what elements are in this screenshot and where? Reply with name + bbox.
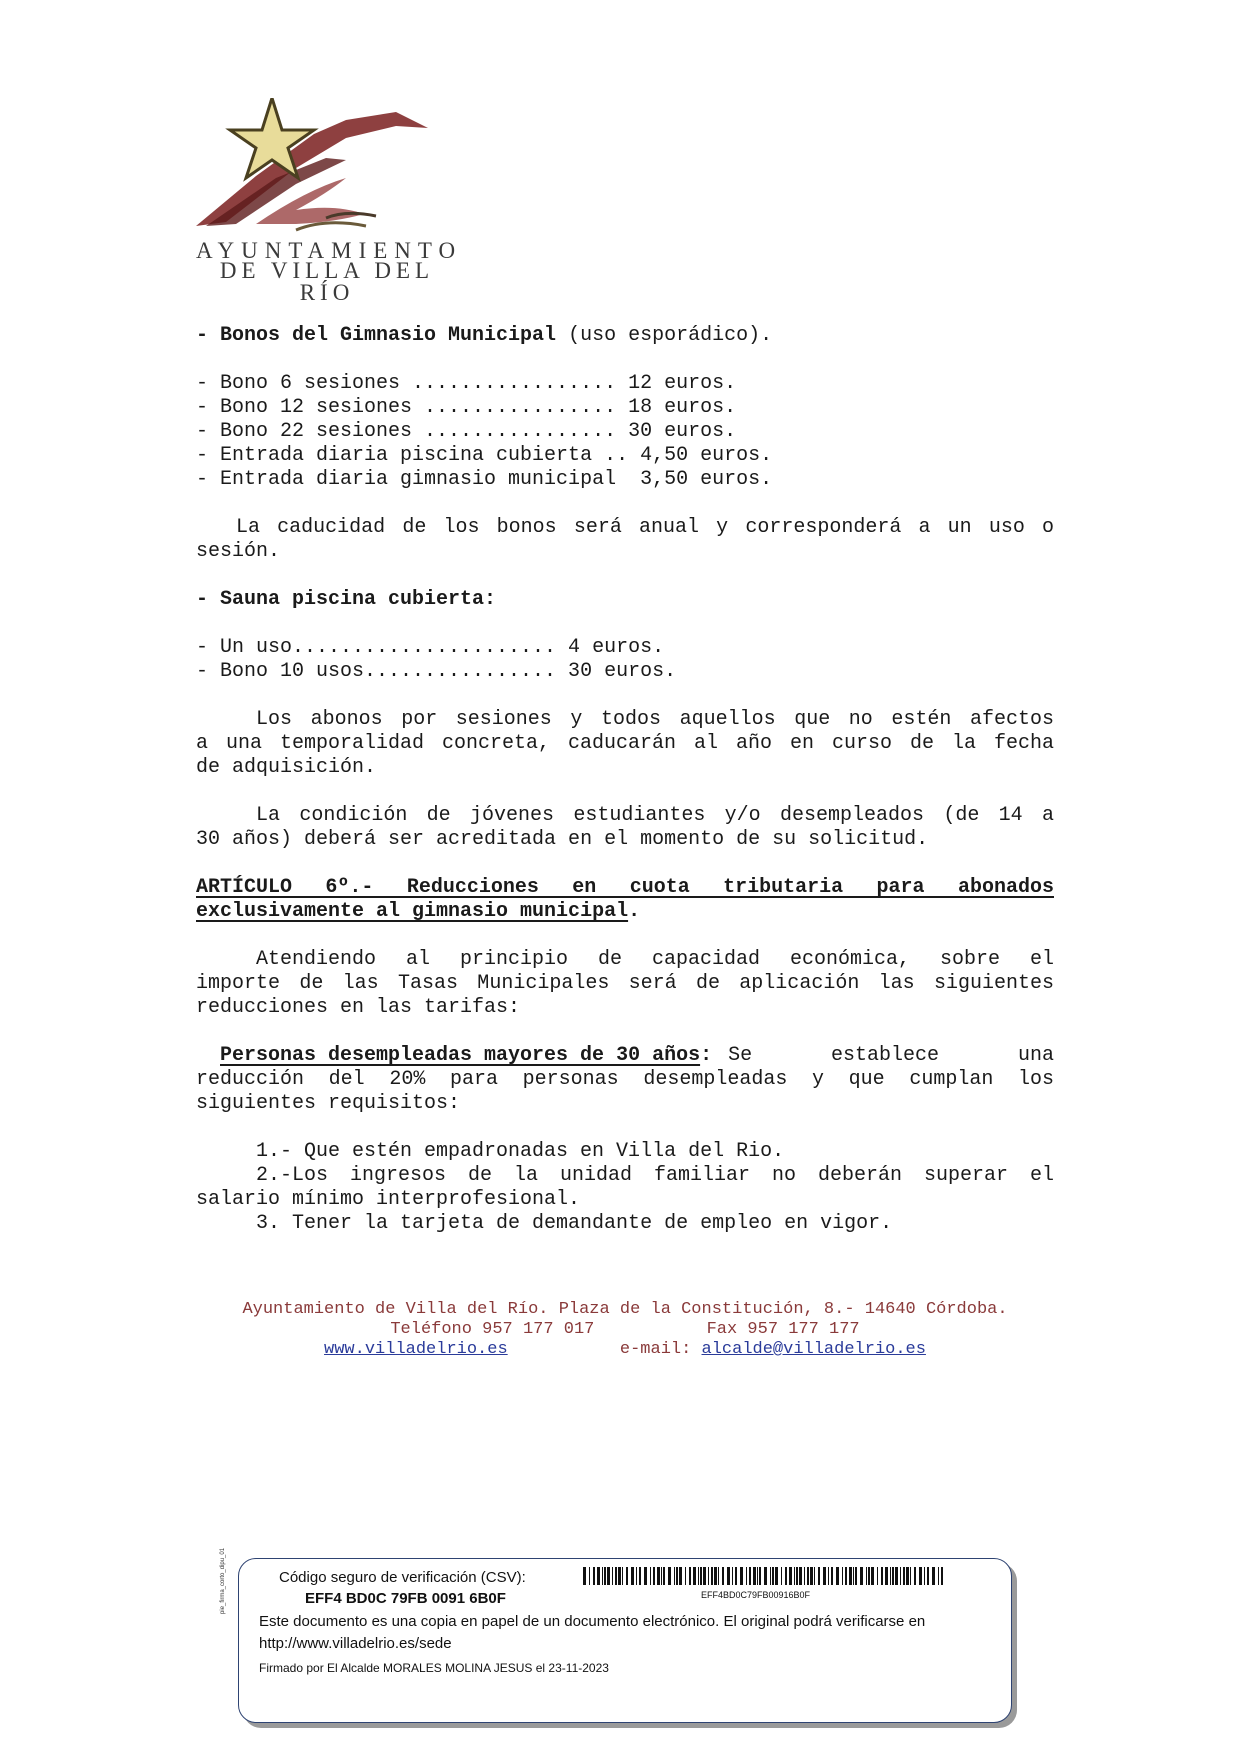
- barcode-bar: [639, 1567, 641, 1585]
- barcode-bar: [860, 1567, 863, 1585]
- personas-heading: [220, 1044, 712, 1068]
- barcode-bar: [836, 1567, 839, 1585]
- barcode-bar: [597, 1567, 600, 1585]
- barcode-bar: [903, 1567, 905, 1585]
- barcode-bar: [781, 1567, 782, 1585]
- bonos-item: - Bono 22 sesiones ................ 30 euros.: [196, 420, 737, 443]
- barcode-bar: [772, 1567, 774, 1585]
- caducidad-paragraph-line-2: sesión.: [196, 540, 281, 563]
- logo-emblem: [196, 98, 458, 238]
- barcode-bar: [753, 1567, 756, 1585]
- barcode-bar: [789, 1567, 792, 1585]
- barcode-bar: [900, 1567, 901, 1585]
- barcode-bar: [589, 1567, 590, 1585]
- bonos-heading-bold: - Bonos del Gimnasio Municipal: [196, 324, 557, 347]
- barcode-bar: [698, 1567, 699, 1585]
- personas-heading-rest: Se establece una: [728, 1044, 1054, 1067]
- barcode-bar: [914, 1567, 916, 1585]
- personas-paragraph-line-2: reducción del 20% para personas desempleadas y que cumplan los: [196, 1068, 1054, 1091]
- barcode-bar: [807, 1567, 809, 1585]
- csv-signature: Firmado por El Alcalde MORALES MOLINA JESUS el 23-11-2023: [259, 1661, 609, 1675]
- barcode-bar: [759, 1567, 761, 1585]
- barcode-bar: [583, 1567, 586, 1585]
- logo-line-1: AYUNTAMIENTO: [196, 238, 463, 263]
- footer-contact-line: [196, 1319, 1054, 1340]
- barcode-bar: [703, 1567, 706, 1585]
- barcode-bar: [714, 1567, 717, 1585]
- barcode-bar: [708, 1567, 709, 1585]
- barcode-bar: [727, 1567, 730, 1585]
- barcode-bar: [650, 1567, 651, 1585]
- abonos-paragraph-line-1: Los abonos por sesiones y todos aquellos que no estén afectos: [256, 708, 1054, 731]
- barcode-bar: [674, 1567, 675, 1585]
- barcode-bar: [831, 1567, 833, 1585]
- sauna-heading: - Sauna piscina cubierta:: [196, 588, 497, 611]
- barcode-bar: [794, 1567, 795, 1585]
- barcode-bar: [676, 1567, 678, 1585]
- barcode-bar: [612, 1567, 613, 1585]
- csv-verification-box: [238, 1558, 1012, 1723]
- abonos-paragraph-line-3: de adquisición.: [196, 756, 377, 779]
- barcode-bar: [653, 1567, 655, 1585]
- footer-web-line: [196, 1339, 1054, 1360]
- barcode-text: EFF4BD0C79FB00916B0F: [701, 1590, 811, 1600]
- footer-address: Ayuntamiento de Villa del Río. Plaza de la Constitución, 8.- 14640 Córdoba.: [242, 1300, 1008, 1319]
- barcode-bar: [855, 1567, 857, 1585]
- atendiendo-paragraph-line-3: reducciones en las tarifas:: [196, 996, 521, 1019]
- csv-label: Código seguro de verificación (CSV):: [279, 1569, 526, 1586]
- bonos-item: - Bono 6 sesiones ................. 12 euros.: [196, 372, 737, 395]
- barcode-bar: [906, 1567, 909, 1585]
- barcode-bar: [924, 1567, 925, 1585]
- barcode-bar: [810, 1567, 813, 1585]
- logo-line-2: DE VILLA DEL RÍO: [219, 258, 435, 305]
- barcode-bar: [718, 1567, 719, 1585]
- barcode-bar: [711, 1567, 713, 1585]
- barcode-bar: [618, 1567, 621, 1585]
- barcode-bar: [910, 1567, 911, 1585]
- atendiendo-paragraph-line-2: importe de las Tasas Municipales será de aplicación las siguientes: [196, 972, 1054, 995]
- barcode-bar: [932, 1567, 935, 1585]
- personas-paragraph-line-1: [220, 1044, 1054, 1068]
- barcode-bar: [626, 1567, 628, 1585]
- side-reference-code: pie_firma_corto_dipu_01: [220, 1547, 226, 1614]
- footer-phone: Teléfono 957 177 017: [390, 1320, 595, 1339]
- municipal-logo: [196, 98, 463, 305]
- article-6-title-line-2: [196, 900, 1054, 924]
- csv-notice-url: http://www.villadelrio.es/sede: [259, 1635, 452, 1652]
- barcode-bar: [868, 1567, 870, 1585]
- barcode-bar: [775, 1567, 778, 1585]
- barcode-bar: [877, 1567, 878, 1585]
- barcode-bar: [927, 1567, 929, 1585]
- barcode-bar: [938, 1567, 939, 1585]
- barcode-bar: [735, 1567, 737, 1585]
- barcode-bar: [615, 1567, 617, 1585]
- requirement-2-line-2: salario mínimo interprofesional.: [196, 1188, 581, 1211]
- barcode-bar: [849, 1567, 852, 1585]
- barcode-bar: [602, 1567, 603, 1585]
- barcode-bar: [885, 1567, 888, 1585]
- personas-heading-colon: :: [700, 1044, 713, 1067]
- requirement-2-line-1: 2.-Los ingresos de la unidad familiar no deberán superar el: [256, 1164, 1054, 1187]
- barcode-bar: [644, 1567, 647, 1585]
- barcode-bar: [689, 1567, 691, 1585]
- barcode-bar: [607, 1567, 610, 1585]
- barcode-bar: [842, 1567, 843, 1585]
- barcode-bar: [866, 1567, 867, 1585]
- requirement-1: 1.- Que estén empadronadas en Villa del Rio.: [256, 1140, 785, 1163]
- barcode-bar: [799, 1567, 802, 1585]
- personas-paragraph-line-3: siguientes requisitos:: [196, 1092, 461, 1115]
- barcode-bar: [871, 1567, 874, 1585]
- barcode-bar: [679, 1567, 682, 1585]
- bonos-item: - Entrada diaria piscina cubierta .. 4,50 euros.: [196, 444, 773, 467]
- barcode-bar: [663, 1567, 665, 1585]
- barcode-bar: [890, 1567, 891, 1585]
- barcode-bar: [685, 1567, 686, 1585]
- footer-fax: Fax 957 177 177: [706, 1320, 860, 1339]
- personas-heading-text: Personas desempleadas mayores de 30 años: [220, 1044, 701, 1067]
- article-6-title-underlined: exclusivamente al gimnasio municipal: [196, 900, 629, 923]
- article-6-title-line-1: ARTÍCULO 6º.- Reducciones en cuota tributaria para abonados: [196, 876, 1054, 899]
- bonos-item: - Entrada diaria gimnasio municipal 3,50 euros.: [196, 468, 773, 491]
- barcode-bar: [785, 1567, 787, 1585]
- barcode-bar: [749, 1567, 751, 1585]
- barcode-bar: [693, 1567, 696, 1585]
- barcode-bar: [622, 1567, 623, 1585]
- barcode-bar: [657, 1567, 660, 1585]
- barcode-bar: [818, 1567, 820, 1585]
- barcode-bar: [881, 1567, 883, 1585]
- barcode-bar: [740, 1567, 743, 1585]
- csv-notice-line-1: Este documento es una copia en papel de un documento electrónico. El original podrá verificarse en: [259, 1613, 926, 1630]
- barcode-bar: [636, 1567, 637, 1585]
- requirement-3: 3. Tener la tarjeta de demandante de empleo en vigor.: [256, 1212, 893, 1235]
- article-6-title-dot: .: [628, 900, 641, 923]
- barcode-bar: [722, 1567, 724, 1585]
- barcode-bar: [796, 1567, 798, 1585]
- barcode-bar: [700, 1567, 702, 1585]
- barcode-bar: [746, 1567, 747, 1585]
- bonos-item: - Bono 12 sesiones ................ 18 euros.: [196, 396, 737, 419]
- barcode-bar: [845, 1567, 847, 1585]
- sauna-item: - Un uso...................... 4 euros.: [196, 636, 665, 659]
- bonos-heading: [196, 324, 1054, 348]
- barcode-bar: [770, 1567, 771, 1585]
- barcode-bar: [764, 1567, 767, 1585]
- barcode-bar: [732, 1567, 733, 1585]
- jovenes-paragraph-line-2: 30 años) deberá ser acreditada en el momento de su solicitud.: [196, 828, 929, 851]
- barcode-bar: [823, 1567, 826, 1585]
- jovenes-paragraph-line-1: La condición de jóvenes estudiantes y/o desempleados (de 14 a: [256, 804, 1054, 827]
- barcode-bar: [668, 1567, 671, 1585]
- barcode-bar: [661, 1567, 662, 1585]
- barcode-bar: [757, 1567, 758, 1585]
- barcode-bar: [593, 1567, 595, 1585]
- barcode-bar: [631, 1567, 634, 1585]
- barcode-bar: [919, 1567, 922, 1585]
- atendiendo-paragraph-line-1: Atendiendo al principio de capacidad económica, sobre el: [256, 948, 1054, 971]
- barcode-bar: [895, 1567, 898, 1585]
- barcode-bar: [853, 1567, 854, 1585]
- bonos-heading-rest: (uso esporádico).: [556, 324, 773, 347]
- barcode-graphic: [583, 1567, 945, 1585]
- barcode-bar: [892, 1567, 894, 1585]
- footer-email-label: e-mail:: [619, 1340, 702, 1359]
- caducidad-paragraph-line-1: La caducidad de los bonos será anual y corresponderá a un uso o: [236, 516, 1054, 539]
- sauna-item: - Bono 10 usos................ 30 euros.: [196, 660, 677, 683]
- footer-website-link[interactable]: www.villadelrio.es: [324, 1340, 508, 1359]
- barcode-bar: [804, 1567, 805, 1585]
- barcode-bar: [604, 1567, 606, 1585]
- csv-code: EFF4 BD0C 79FB 0091 6B0F: [305, 1590, 506, 1607]
- barcode-bar: [941, 1567, 943, 1585]
- abonos-paragraph-line-2: a una temporalidad concreta, caducarán al año en curso de la fecha: [196, 732, 1054, 755]
- barcode-bar: [814, 1567, 815, 1585]
- footer-email-link[interactable]: alcalde@villadelrio.es: [701, 1340, 926, 1359]
- barcode-bar: [828, 1567, 829, 1585]
